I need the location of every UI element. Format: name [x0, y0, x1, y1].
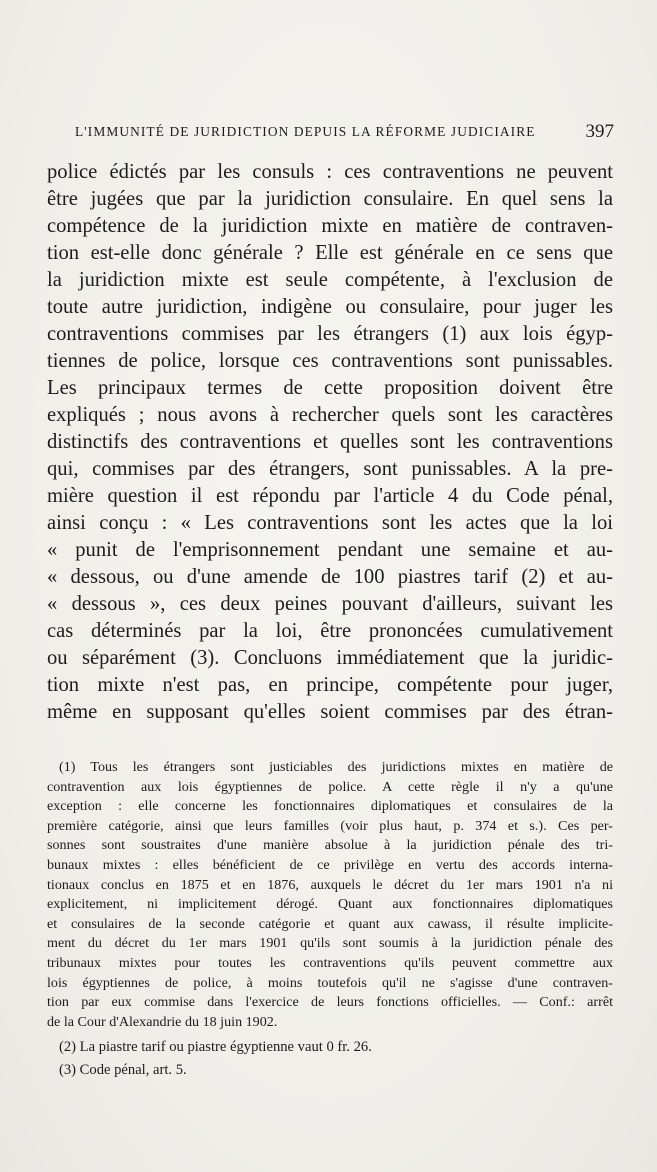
text-line: cas déterminés par la loi, être prononcées cumulativement	[47, 620, 613, 642]
main-text	[47, 159, 613, 726]
footnote-line: tribunaux mixtes pour toutes les contraventions qu'ils peuvent commettre aux	[47, 954, 613, 971]
footnote-line: tionaux conclus en 1875 et en 1876, auxquels le décret du 1er mars 1901 n'a ni	[47, 876, 613, 893]
page-number: 397	[585, 121, 614, 142]
footnote-line: (1) Tous les étrangers sont justiciables des juridictions mixtes en matière de	[59, 759, 613, 775]
text-line: qui, commises par des étrangers, sont punissables. A la pre-	[47, 458, 613, 480]
footnote-line: explicitement, ni implicitement dérogé. Quant aux fonctionnaires diplomatiques	[47, 896, 613, 913]
text-line: « punit de l'emprisonnement pendant une semaine et au-	[47, 539, 613, 561]
footnote-line: bunaux mixtes : elles bénéficient de ce privilège en vertu des accords interna-	[47, 856, 613, 873]
footnote-line: de la Cour d'Alexandrie du 18 juin 1902.	[47, 1013, 278, 1030]
text-line: contraventions commises par les étrangers (1) aux lois égyp-	[47, 323, 613, 345]
running-header-title: L'IMMUNITÉ DE JURIDICTION DEPUIS LA RÉFORME JUDICIAIRE	[75, 124, 536, 139]
text-line: ou séparément (3). Concluons immédiatement que la juridic-	[47, 647, 613, 669]
footnote-line: première catégorie, ainsi que leurs familles (voir plus haut, p. 374 et s.). Ces per-	[47, 817, 613, 834]
text-line: tiennes de police, lorsque ces contraventions sont punissables.	[47, 350, 613, 372]
text-line: toute autre juridiction, indigène ou consulaire, pour juger les	[47, 296, 613, 318]
footnote-line: tion par eux commise dans l'exercice de leurs fonctions officielles. — Conf.: arrêt	[47, 994, 613, 1011]
footnote-line: ment du décret du 1er mars 1901 qu'ils sont soumis à la juridiction pénale des	[47, 935, 613, 952]
footnote-line: lois égyptiennes de police, à moins toutefois qu'il ne s'agisse d'une contraven-	[47, 974, 613, 991]
footnote-line: et consulaires de la seconde catégorie et quant aux cawass, il résulte implicite-	[47, 915, 613, 932]
text-line: « dessous, ou d'une amende de 100 piastres tarif (2) et au-	[47, 566, 613, 588]
text-line: police édictés par les consuls : ces contraventions ne peuvent	[47, 161, 613, 183]
text-line: « dessous », ces deux peines pouvant d'ailleurs, suivant les	[47, 593, 613, 615]
text-line: tion est-elle donc générale ? Elle est générale en ce sens que	[47, 242, 613, 264]
text-line: être jugées que par la juridiction consulaire. En quel sens la	[47, 188, 613, 210]
footnote-line: sonnes sont soustraites d'une manière absolue à la juridiction pénale des tri-	[47, 837, 613, 854]
text-line: compétence de la juridiction mixte en matière de contraven-	[47, 215, 613, 237]
text-line: la juridiction mixte est seule compétente, à l'exclusion de	[47, 269, 613, 291]
text-line: distinctifs des contraventions et quelles sont les contraventions	[47, 431, 613, 453]
footnote-2: (2) La piastre tarif ou piastre égyptienne vaut 0 fr. 26.	[59, 1039, 372, 1056]
text-line: tion mixte n'est pas, en principe, compétente pour juger,	[47, 674, 613, 696]
footnotes	[47, 758, 613, 1082]
footnote-line: contravention aux lois égyptiennes de police. A cette règle il n'y a qu'une	[47, 778, 613, 795]
footnote-3: (3) Code pénal, art. 5.	[59, 1062, 187, 1079]
text-line: mière question il est répondu par l'article 4 du Code pénal,	[47, 485, 613, 507]
text-line: Les principaux termes de cette proposition doivent être	[47, 377, 613, 399]
running-header	[75, 121, 620, 144]
text-line: ainsi conçu : « Les contraventions sont les actes que la loi	[47, 512, 613, 534]
footnote-1	[47, 758, 613, 1032]
footnote-line: exception : elle concerne les fonctionnaires diplomatiques et consulaires de la	[47, 798, 613, 815]
text-line: même en supposant qu'elles soient commises par des étran-	[47, 701, 613, 723]
text-line: expliqués ; nous avons à rechercher quels sont les caractères	[47, 404, 613, 426]
